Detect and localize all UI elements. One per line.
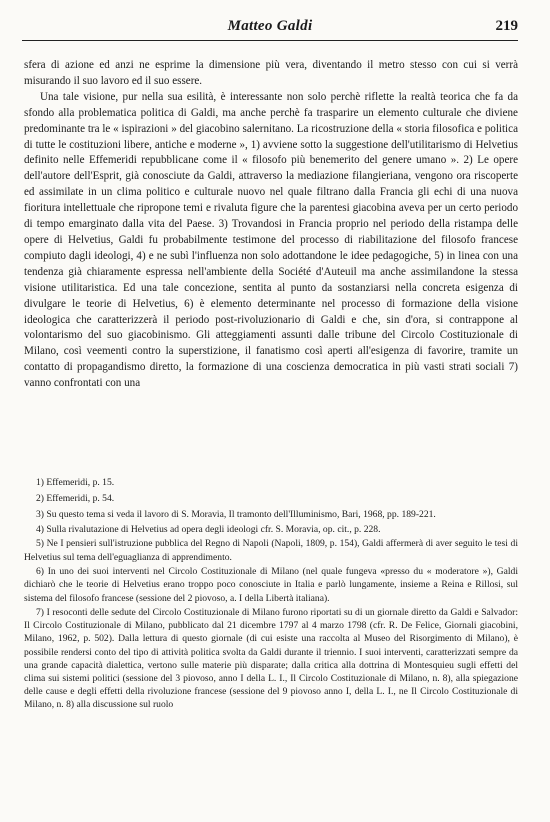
main-text: [24, 58, 518, 392]
paragraph: Una tale visione, pur nella sua esilità, è interessante non solo perchè riflette la realtà teorica che fa da sfondo alla problematica politica di Galdi, ma anche perchè fa trasparire un elemento culturale che diviene predominante tra le « ispirazioni » del giacobino salernitano. La ricostruzione della « storia filosofica e politica di tutte le costituzioni libere, antiche e moderne », 1) avviene sotto la suggestione dell'utilitarismo di Helvetius definito nelle Effemeridi repubblicane come il « filosofo più benemerito del genere umano ». 2) Le opere dell'autore dell'Esprit, già conosciute da Galdi, attraverso la mediazione filangieriana, vengono ora riscoperte ed assimilate in un clima politico e culturale nuovo nel quale filtrano dalla Francia gli echi di una nuova fioritura intellettuale che ripropone temi e rivaluta figure che la parentesi giacobina aveva per un certo periodo di tempo emarginato dalla vita del Paese. 3) Trovandosi in Francia proprio nel periodo della ristampa delle opere di Helvetius, Galdi fu probabilmente testimone del processo di riabilitazione del filosofo francese compiuto dagli ideologi, 4) e ne subì l'influenza non solo adottandone le idee pedagogiche, 5) in linea con una tendenza già chiaramente espressa nell'ambiente della Société d'Auteuil ma anche assimilandone la stessa visione utilitaristica. Ed una tale concezione, sentita al punto da sostanziarsi nella concreta esigenza di divulgare le teorie di Helvetius, 6) è elemento determinante nel processo di formazione della visione ideologica che caratterizzerà il periodo post-rivoluzionario di Galdi e che, sin d'ora, si contrappone al volontarismo del suo giacobinismo. Gli atteggiamenti assunti dalle tribune del Circolo Costituzionale di Milano, così veementi contro la superstizione, il fanatismo così aperti all'esigenza di favorire, tramite un contatto di propagandismo diretto, la formazione di una coscienza democratica in più vasti strati sociali 7) vanno confrontati con una: [24, 90, 518, 390]
page-header: [22, 18, 518, 44]
footnote: 2) Effemeridi, p. 54.: [36, 493, 115, 505]
footnote: 6) In uno dei suoi interventi nel Circolo Costituzionale di Milano (nel quale fungeva «presso du « moderatore »), Galdi dichiarò che le teorie di Helvetius erano troppo poco conosciute in Italia e parlò lungamente, insieme a Reina e Rillosi, sul sistema del filosofo francese (sessione del 2 piovoso, a. I della Libertà italiana).: [24, 566, 518, 604]
footnote: 1) Effemeridi, p. 15.: [36, 477, 115, 488]
footnote: 3) Su questo tema si veda il lavoro di S. Moravia, Il tramonto dell'Illuminismo, Bari, 1968, pp. 189-221.: [36, 509, 436, 521]
paragraph: sfera di azione ed anzi ne esprime la dimensione più vera, diventando il metro stesso con cui si verrà misurando il suo lavoro ed il suo essere.: [24, 59, 518, 87]
footnote: 4) Sulla rivalutazione di Helvetius ad opera degli ideologi cfr. S. Moravia, op. cit., p. 228.: [36, 523, 381, 535]
footnote: 7) I resoconti delle sedute del Circolo Costituzionale di Milano furono riportati su di un giornale diretto da Galdi e Salvador: Il Circolo Costituzionale di Milano, pubblicato dal 21 dicembre 1797 al 4 marzo 1798 (cfr. R. De Felice, Giornali giacobini, Milano, 1962, p. 502). Dalla lettura di questo giornale (di cui esiste una raccolta al Museo del Risorgimento di Milano), è possibile rendersi conto del tipo di attività politica svolta da Galdi durante il triennio. I suoi interventi, caratterizzati sempre da una grande capacità dialettica, vertono sulle materie più disparate; dalla critica alla dottrina di Montesquieu sugli effetti del clima sui sistemi politici (sessione del 3 piovoso, anno I della L. I., Il Circolo Costituzionale di Milano, n. 8), alla spiegazione delle cause e degli effetti della rivoluzione francese (sessione del 9 piovoso anno I, della L. I., ne Il Circolo Costituzionale di Milano, n. 8) alla discussione sul ruolo: [24, 607, 518, 711]
footnote: 5) Ne I pensieri sull'istruzione pubblica del Regno di Napoli (Napoli, 1809, p. 154), Galdi affermerà di aver seguito le tesi di Helvetius sul tema dell'eguaglianza di apprendimento.: [24, 538, 518, 563]
footnotes: [24, 476, 518, 713]
page-number: 219: [495, 18, 518, 34]
header-rule: [22, 40, 518, 41]
running-title: Matteo Galdi: [227, 18, 313, 34]
